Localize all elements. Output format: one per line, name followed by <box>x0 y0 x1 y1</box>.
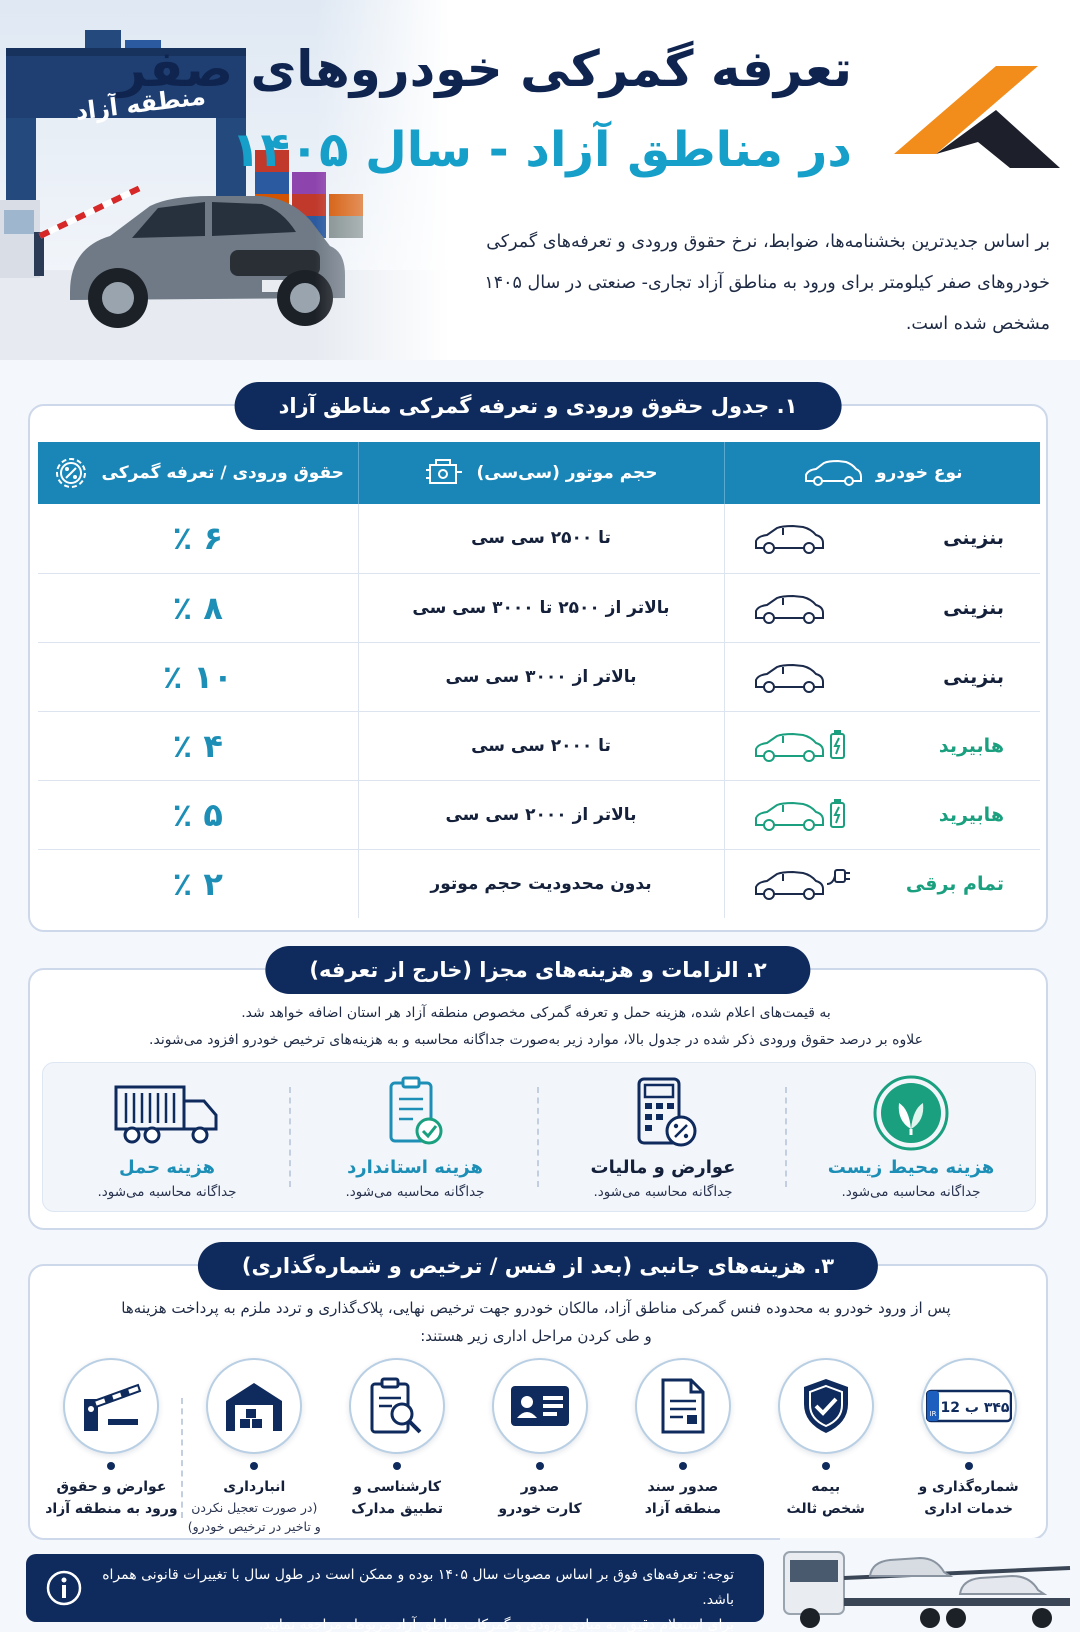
step-free-zone-document <box>611 1358 754 1533</box>
plate-country: IR <box>929 1410 937 1418</box>
section-1-title: ۱. جدول حقوق ورودی و تعرفه گمرکی مناطق آزاد <box>235 382 842 430</box>
cell-duty-rate <box>38 504 358 573</box>
header-duty-label: حقوق ورودی / تعرفه گمرکی <box>101 463 344 483</box>
cost-item-tax <box>539 1063 787 1211</box>
step-warehousing <box>183 1358 326 1533</box>
step-label <box>754 1476 897 1520</box>
duty-table <box>38 442 1040 918</box>
step-icon-circle <box>206 1358 302 1454</box>
step-label-line-1: صدور <box>520 1479 560 1495</box>
duty-rate-value: ۲ ٪ <box>172 864 223 903</box>
step-icon-circle <box>63 1358 159 1454</box>
cell-duty-rate <box>38 642 358 711</box>
section-2-text-line-1: به قیمت‌های اعلام شده، هزینه حمل و تعرفه گمرکی مخصوص منطقه آزاد هر استان اضافه خواهد شد. <box>241 1005 831 1021</box>
step-label-line-1: انبارداری <box>223 1479 286 1495</box>
step-note-line-2: و تاخیر در ترخیص خودرو) <box>187 1519 321 1534</box>
section-2-text-line-2: علاوه بر درصد حقوق ورودی ذکر شده در جدول بالا، موارد زیر به‌صورت جداگانه محاسبه و به هزینه‌های ترخیص خودرو افزود می‌شوند. <box>149 1032 923 1048</box>
process-steps <box>40 1358 1040 1533</box>
step-dot <box>250 1462 258 1470</box>
step-label <box>611 1476 754 1520</box>
cell-engine-volume: تا ۲۵۰۰ سی سی <box>358 504 724 573</box>
note-text <box>94 1563 734 1632</box>
license-plate-icon <box>926 1389 1012 1423</box>
hybrid-car-icon <box>753 797 853 833</box>
table-row <box>38 573 1040 642</box>
section-3-description <box>66 1294 1006 1350</box>
section-3-title: ۳. هزینه‌های جانبی (بعد از فنس / ترخیص و شماره‌گذاری) <box>198 1242 878 1290</box>
main-subtitle: در مناطق آزاد - سال ۱۴۰۵ <box>231 122 852 178</box>
car-icon <box>802 459 864 487</box>
cost-item-title: هزینه محیط زیست <box>827 1157 995 1178</box>
header-engine-label: حجم موتور (سی‌سی) <box>476 463 658 483</box>
info-icon <box>46 1570 82 1606</box>
section-extra-costs <box>28 958 1048 1230</box>
vehicle-type-label: هابیرید <box>938 734 1004 757</box>
step-insurance <box>754 1358 897 1533</box>
main-title: تعرفه گمرکی خودروهای صفر <box>117 40 852 98</box>
cell-engine-volume: بالاتر از ۳۰۰۰ سی سی <box>358 642 724 711</box>
section-2-title: ۲. الزامات و هزینه‌های مجزا (خارج از تعرفه) <box>265 946 810 994</box>
table-row <box>38 711 1040 780</box>
table-row <box>38 504 1040 573</box>
step-entry-fees <box>40 1358 183 1533</box>
cell-vehicle-type <box>724 849 1040 918</box>
section-duty-table <box>28 394 1048 932</box>
id-card-icon <box>509 1384 571 1428</box>
inspection-icon <box>368 1376 426 1436</box>
cost-item-subtitle: جداگانه محاسبه می‌شود. <box>345 1184 485 1200</box>
table-row <box>38 642 1040 711</box>
step-label <box>40 1476 183 1520</box>
step-dot <box>822 1462 830 1470</box>
step-label-line-2: ورود به منطقه آزاد <box>45 1501 178 1517</box>
clipboard-check-icon <box>375 1073 455 1153</box>
sedan-car-icon <box>753 590 853 626</box>
sedan-car-icon <box>753 520 853 556</box>
vehicle-type-label: بنزینی <box>943 665 1004 688</box>
cell-engine-volume: بالاتر از ۲۰۰۰ سی سی <box>358 780 724 849</box>
shield-check-icon <box>799 1376 853 1436</box>
note-line-1: توجه: تعرفه‌های فوق بر اساس مصوبات سال ۱۴۰۵ بوده و ممکن است در طول سال با تغییرات قانونی همراه باشد. <box>102 1567 734 1608</box>
cost-item-environment <box>787 1063 1035 1211</box>
cost-item-standard <box>291 1063 539 1211</box>
percent-gear-icon <box>52 454 90 492</box>
vehicle-type-label: تمام برقی <box>905 872 1004 895</box>
cost-item-title: عوارض و مالیات <box>590 1157 736 1178</box>
cell-vehicle-type <box>724 711 1040 780</box>
car-carrier-truck-illustration <box>780 1538 1080 1632</box>
section-3-text-line-1: پس از ورود خودرو به محدوده فنس گمرکی مناطق آزاد، مالکان خودرو جهت ترخیص نهایی، پلاک‌گذاری و تردد ملزم به پرداخت هزینه‌ها <box>121 1299 951 1317</box>
duty-rate-value: ۵ ٪ <box>172 795 223 834</box>
cell-duty-rate <box>38 780 358 849</box>
brand-logo <box>892 62 1062 172</box>
cost-item-title: هزینه استاندارد <box>347 1157 483 1178</box>
cell-vehicle-type <box>724 504 1040 573</box>
step-car-card <box>469 1358 612 1533</box>
cell-engine-volume: بدون محدودیت حجم موتور <box>358 849 724 918</box>
step-label-line-2: خدمات اداری <box>924 1501 1013 1517</box>
hero-header <box>0 0 1080 360</box>
note-line-2: برای استعلام دقیق، به مبادی ورودی و گمرکات مناطق آزاد مربوطه مراجعه نمایید. <box>258 1617 734 1632</box>
step-label <box>183 1476 326 1498</box>
step-icon-circle <box>921 1358 1017 1454</box>
vehicle-type-label: بنزینی <box>943 596 1004 619</box>
step-label-line-2: شخص ثالث <box>786 1501 865 1517</box>
step-dot <box>393 1462 401 1470</box>
section-side-costs <box>28 1254 1048 1540</box>
step-icon-circle <box>349 1358 445 1454</box>
section-2-description <box>86 1000 986 1054</box>
step-label-line-1: شماره‌گذاری و <box>918 1479 1019 1495</box>
barrier-gate-icon <box>78 1379 144 1433</box>
intro-paragraph: بر اساس جدیدترین بخشنامه‌ها، ضوابط، نرخ حقوق ورودی و تعرفه‌های گمرکی خودروهای صفر کیلومتر برای ورود به مناطق آزاد تجاری- صنعتی در سال ۱۴۰۵ مشخص شده است. <box>484 232 1050 334</box>
step-label-line-2: تطبیق مدارک <box>351 1501 444 1517</box>
header-vehicle-type <box>724 442 1040 504</box>
step-label-line-1: کارشناسی و <box>353 1479 441 1495</box>
duty-rate-value: ۱۰ ٪ <box>162 657 233 696</box>
step-note-line-1: (در صورت تعجیل نکردن <box>191 1500 318 1515</box>
cost-item-subtitle: جداگانه محاسبه می‌شود. <box>841 1184 981 1200</box>
sedan-car-icon <box>753 659 853 695</box>
extra-costs-panel <box>42 1062 1036 1212</box>
table-row <box>38 780 1040 849</box>
calculator-icon <box>623 1073 703 1153</box>
cell-vehicle-type <box>724 642 1040 711</box>
truck-icon <box>112 1073 222 1153</box>
cell-duty-rate <box>38 573 358 642</box>
step-note <box>183 1498 326 1536</box>
step-dot <box>536 1462 544 1470</box>
step-label-line-1: صدور سند <box>647 1479 719 1495</box>
vehicle-type-label: هابیرید <box>938 803 1004 826</box>
step-dot <box>965 1462 973 1470</box>
cell-engine-volume: تا ۲۰۰۰ سی سی <box>358 711 724 780</box>
document-icon <box>659 1377 707 1435</box>
step-label-line-2: کارت خودرو <box>498 1501 582 1517</box>
vehicle-type-label: بنزینی <box>943 527 1004 550</box>
duty-rate-value: ۸ ٪ <box>172 588 223 627</box>
step-label-line-1: عوارض و حقوق <box>56 1479 167 1495</box>
warehouse-icon <box>223 1379 285 1433</box>
section-3-text-line-2: و طی کردن مراحل اداری زیر هستند: <box>420 1327 652 1345</box>
header-type-label: نوع خودرو <box>875 463 963 483</box>
duty-rate-value: ۴ ٪ <box>172 726 223 765</box>
duty-rate-value: ۶ ٪ <box>172 519 223 558</box>
table-row <box>38 849 1040 918</box>
cell-duty-rate <box>38 849 358 918</box>
engine-icon <box>424 457 464 489</box>
step-registration <box>897 1358 1040 1533</box>
electric-car-icon <box>753 866 853 902</box>
hybrid-car-icon <box>753 728 853 764</box>
step-dot <box>679 1462 687 1470</box>
cell-engine-volume: بالاتر از ۲۵۰۰ تا ۳۰۰۰ سی سی <box>358 573 724 642</box>
header-duty-rate <box>38 442 358 504</box>
cost-item-transport <box>43 1063 291 1211</box>
plate-number: ۳۴۵ ب 12 <box>940 1400 1010 1416</box>
table-header-row <box>38 442 1040 504</box>
cost-item-subtitle: جداگانه محاسبه می‌شود. <box>97 1184 237 1200</box>
step-label-line-2: منطقه آزاد <box>644 1501 721 1517</box>
step-label <box>469 1476 612 1520</box>
cell-duty-rate <box>38 711 358 780</box>
step-dot <box>107 1462 115 1470</box>
cost-item-title: هزینه حمل <box>118 1157 216 1178</box>
cell-vehicle-type <box>724 573 1040 642</box>
header-engine-volume <box>358 442 724 504</box>
cell-vehicle-type <box>724 780 1040 849</box>
step-icon-circle <box>778 1358 874 1454</box>
step-icon-circle <box>635 1358 731 1454</box>
leaf-icon <box>871 1073 951 1153</box>
cost-item-subtitle: جداگانه محاسبه می‌شود. <box>593 1184 733 1200</box>
legal-note <box>26 1554 764 1632</box>
step-label-line-1: بیمه <box>811 1479 841 1495</box>
step-icon-circle <box>492 1358 588 1454</box>
step-label <box>326 1476 469 1520</box>
step-label <box>897 1476 1040 1520</box>
step-inspection <box>326 1358 469 1533</box>
